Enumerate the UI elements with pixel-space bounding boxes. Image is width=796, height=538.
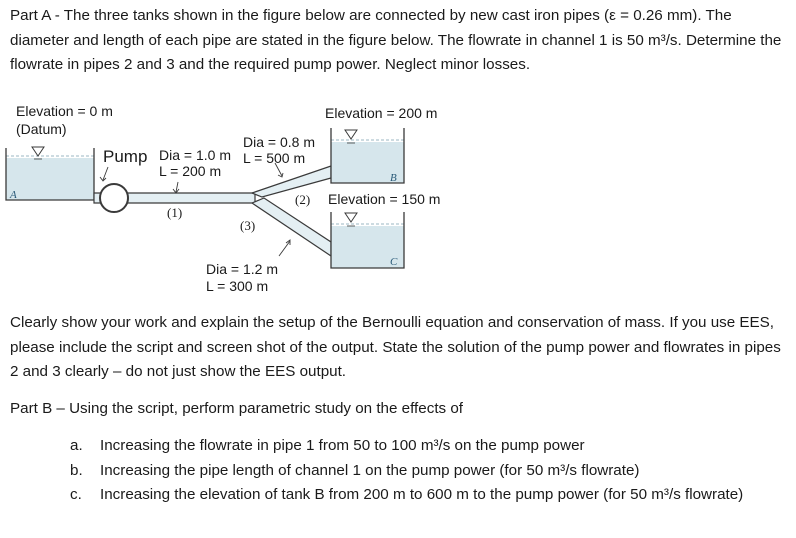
list-marker: b.	[70, 461, 83, 479]
tank-a	[6, 147, 94, 201]
part-a-text: Part A - The three tanks shown in the figure below are connected by new cast iron pipes (ε = 0.26 mm). The diameter and length of each pipe are stated in the figure below. The flowrate in channel 1 is 50 m³/s. Determine the flowrate in pipes 2 and 3 and the required pump power. Neglect minor losses.	[10, 7, 782, 73]
pipe-1-number: (1)	[167, 205, 183, 220]
pipe-1-dia-label: Dia = 1.0 m	[159, 147, 231, 163]
list-item	[70, 459, 790, 484]
list-marker: c.	[70, 486, 82, 503]
tank-c	[331, 212, 404, 268]
pipe-3-length-label: L = 300 m	[206, 278, 269, 294]
part-b-list	[70, 434, 790, 508]
pipe-2-dia-label: Dia = 0.8 m	[243, 134, 315, 150]
list-item-text: Increasing the flowrate in pipe 1 from 50 to 100 m³/s on the pump power	[100, 437, 585, 454]
pipe-2	[252, 166, 331, 197]
pump-label: Pump	[103, 147, 148, 166]
three-tank-figure	[0, 95, 470, 300]
tank-b-letter: B	[390, 172, 397, 184]
tank-c-letter: C	[390, 256, 398, 268]
elevation-a-label: Elevation = 0 m	[16, 103, 113, 119]
list-item-text: Increasing the pipe length of channel 1 on the pump power (for 50 m³/s flowrate)	[100, 461, 640, 479]
list-item	[70, 483, 790, 508]
elevation-b-label: Elevation = 200 m	[325, 105, 438, 121]
datum-label: (Datum)	[16, 121, 67, 137]
tank-a-letter: A	[10, 189, 17, 201]
pump-icon	[100, 184, 128, 212]
part-b-intro: Part B – Using the script, perform parametric study on the effects of	[10, 400, 464, 417]
list-item-text: Increasing the elevation of tank B from 200 m to 600 m to the pump power (for 50 m³/s flowrate)	[100, 486, 744, 503]
pipe-2-length-label: L = 500 m	[243, 150, 306, 166]
list-marker: a.	[70, 437, 83, 454]
instructions-text: Clearly show your work and explain the setup of the Bernoulli equation and conservation of mass. If you use EES, please include the script and screen shot of the output. State the solution of the pump power and flowrates in pipes 2 and 3 clearly – do not just show the EES output.	[10, 314, 781, 380]
pipe-1-length-label: L = 200 m	[159, 163, 222, 179]
elevation-c-label: Elevation = 150 m	[328, 191, 441, 207]
pipe-2-number: (2)	[295, 192, 311, 207]
list-item	[70, 434, 790, 459]
pipe-3	[252, 198, 331, 256]
pipe-3-dia-label: Dia = 1.2 m	[206, 261, 278, 277]
tank-b	[331, 128, 404, 184]
pipe-3-number: (3)	[240, 218, 256, 233]
